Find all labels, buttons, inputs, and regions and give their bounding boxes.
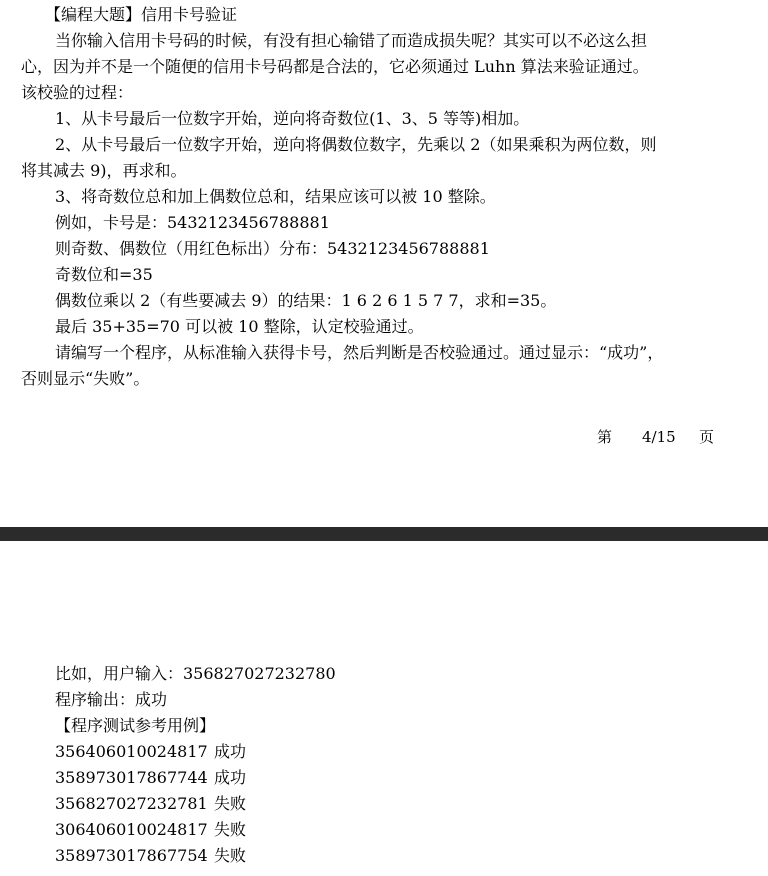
example-input: 比如，用户输入：356827027232780	[55, 664, 336, 683]
footer-suffix: 页	[699, 428, 715, 446]
paragraph-line: 当你输入信用卡号码的时候，有没有担心输错了而造成损失呢？其实可以不必这么担	[55, 31, 648, 50]
document-page-2	[0, 541, 768, 876]
testcase-number: 358973017867754	[55, 846, 208, 865]
examples-section	[55, 661, 655, 869]
testcase-row	[55, 765, 655, 791]
testcase-result: 失败	[214, 794, 247, 813]
example-distribution: 则奇数、偶数位（用红色标出）分布：5432123456788881	[55, 239, 490, 258]
example-output: 程序输出：成功	[55, 690, 168, 709]
footer-prefix: 第	[597, 428, 613, 446]
testcase-number: 356827027232781	[55, 794, 208, 813]
testcase-number: 306406010024817	[55, 820, 208, 839]
even-sum: 偶数位乘以 2（有些要减去 9）的结果：1 6 2 6 1 5 7 7，求和=35。	[55, 291, 557, 310]
testcase-result: 成功	[214, 742, 247, 761]
task-description-continued: 否则显示“失败”。	[21, 369, 150, 388]
step-2: 2、从卡号最后一位数字开始，逆向将偶数位数字，先乘以 2（如果乘积为两位数，则	[55, 135, 657, 154]
testcase-row	[55, 817, 655, 843]
task-description: 请编写一个程序，从标准输入获得卡号，然后判断是否校验通过。通过显示：“成功”，	[55, 343, 664, 362]
final-check: 最后 35+35=70 可以被 10 整除，认定校验通过。	[55, 317, 424, 336]
testcase-result: 失败	[214, 846, 247, 865]
testcase-row	[55, 791, 655, 817]
testcase-number: 356406010024817	[55, 742, 208, 761]
paragraph-line: 心，因为并不是一个随便的信用卡号码都是合法的，它必须通过 Luhn 算法来验证通过。	[21, 57, 649, 76]
step-3: 3、将奇数位总和加上偶数位总和，结果应该可以被 10 整除。	[55, 187, 496, 206]
testcase-result: 成功	[214, 768, 247, 787]
page-divider	[0, 527, 768, 541]
step-1: 1、从卡号最后一位数字开始，逆向将奇数位(1、3、5 等等)相加。	[55, 109, 530, 128]
paragraph-line: 该校验的过程：	[21, 83, 134, 102]
page-number: 4/15	[642, 428, 676, 446]
odd-sum: 奇数位和=35	[55, 265, 153, 284]
testcase-row	[55, 843, 655, 869]
testcase-row	[55, 739, 655, 765]
step-2-continued: 将其减去 9)，再求和。	[21, 161, 187, 180]
testcase-result: 失败	[214, 820, 247, 839]
problem-title: 【编程大题】信用卡号验证	[45, 5, 238, 24]
example-card-number: 例如，卡号是：5432123456788881	[55, 213, 330, 232]
problem-statement	[21, 2, 721, 392]
testcase-number: 358973017867744	[55, 768, 208, 787]
page-footer	[597, 424, 717, 450]
testcase-heading: 【程序测试参考用例】	[55, 716, 216, 735]
